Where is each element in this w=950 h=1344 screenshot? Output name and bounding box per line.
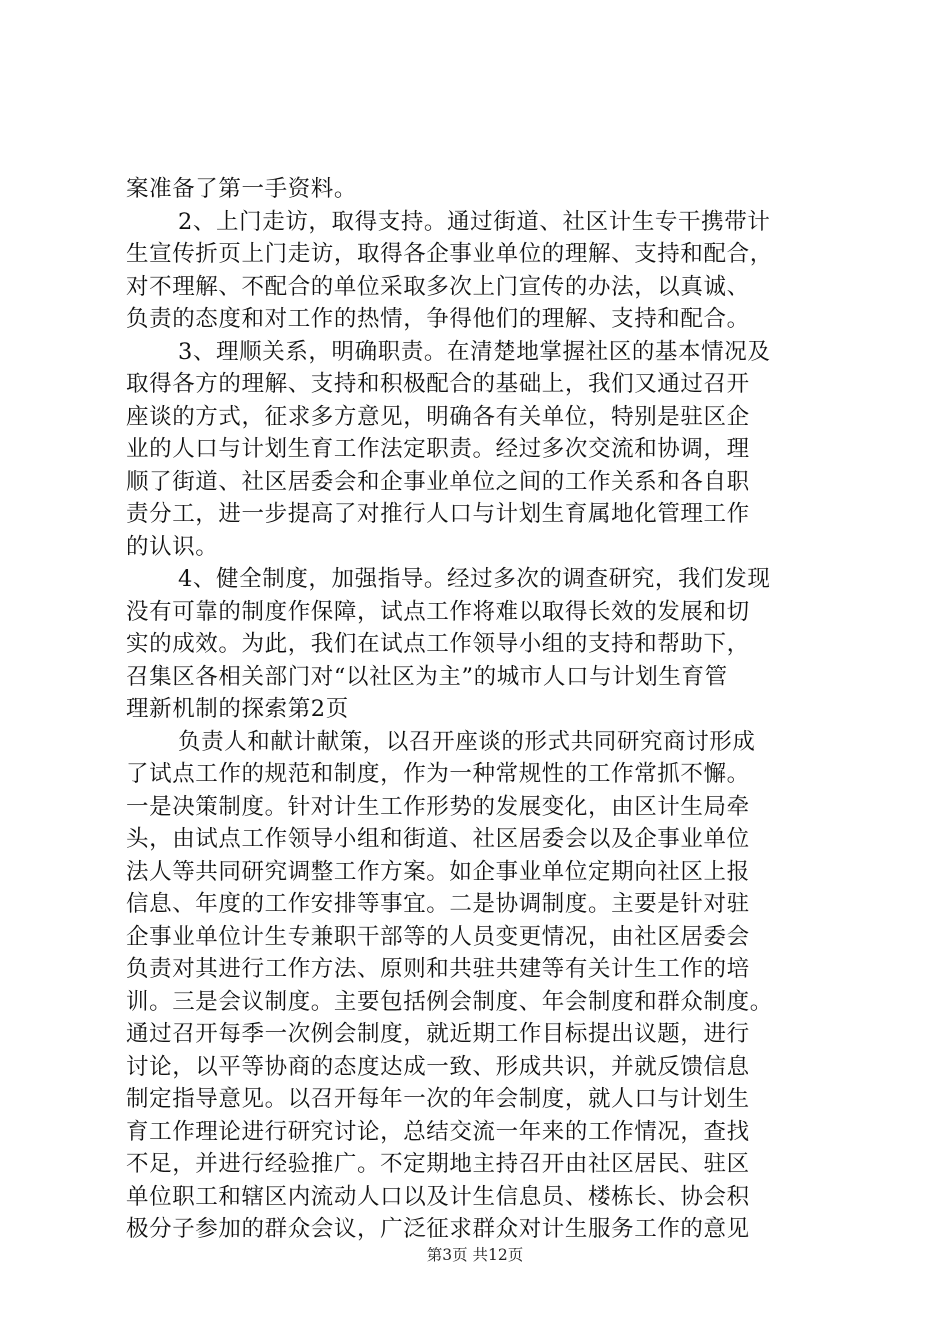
text-line: 实的成效。为此，我们在试点工作领导小组的支持和帮助下， xyxy=(126,631,750,657)
page-footer xyxy=(0,1245,950,1265)
text-line: 取得各方的理解、支持和积极配合的基础上，我们又通过召开 xyxy=(126,371,750,397)
text-line: 了试点工作的规范和制度，作为一种常规性的工作常抓不懈。 xyxy=(126,761,750,787)
text-line: 2、上门走访，取得支持。通过街道、社区计生专干携带计 xyxy=(178,208,771,235)
text-line: 对不理解、不配合的单位采取多次上门宣传的办法，以真诚、 xyxy=(126,273,750,300)
text-line: 单位职工和辖区内流动人口以及计生信息员、楼栋长、协会积 xyxy=(126,1183,750,1210)
text-line: 头，由试点工作领导小组和街道、社区居委会以及企事业单位 xyxy=(126,826,750,852)
text-line: 的认识。 xyxy=(126,533,219,560)
page-number: 第3页 共12页 xyxy=(426,1246,524,1264)
text-line: 制定指导意见。以召开每年一次的年会制度，就人口与计划生 xyxy=(126,1086,750,1112)
text-line: 座谈的方式，征求多方意见，明确各有关单位，特别是驻区企 xyxy=(126,403,750,430)
text-line: 负责对其进行工作方法、原则和共驻共建等有关计生工作的培 xyxy=(126,956,750,982)
text-line: 通过召开每季一次例会制度，就近期工作目标提出议题，进行 xyxy=(126,1021,750,1047)
text-line: 一是决策制度。针对计生工作形势的发展变化，由区计生局牵 xyxy=(126,793,750,820)
document-body xyxy=(126,173,838,1246)
text-line: 理新机制的探索第2页 xyxy=(126,696,349,722)
text-line: 召集区各相关部门对“以社区为主”的城市人口与计划生育管 xyxy=(126,663,728,690)
text-line: 3、理顺关系，明确职责。在清楚地掌握社区的基本情况及 xyxy=(178,338,771,365)
text-line: 责分工，进一步提高了对推行人口与计划生育属地化管理工作 xyxy=(126,501,750,527)
text-line: 法人等共同研究调整工作方案。如企事业单位定期向社区上报 xyxy=(126,858,750,885)
text-line: 4、健全制度，加强指导。经过多次的调查研究，我们发现 xyxy=(178,566,771,592)
text-line: 讨论，以平等协商的态度达成一致、形成共识，并就反馈信息 xyxy=(126,1053,750,1080)
text-line: 没有可靠的制度作保障，试点工作将难以取得长效的发展和切 xyxy=(126,598,750,625)
text-line: 极分子参加的群众会议，广泛征求群众对计生服务工作的意见 xyxy=(126,1216,750,1242)
text-line: 业的人口与计划生育工作法定职责。经过多次交流和协调，理 xyxy=(126,436,750,462)
text-line: 育工作理论进行研究讨论，总结交流一年来的工作情况，查找 xyxy=(126,1118,750,1145)
text-line: 生宣传折页上门走访，取得各企事业单位的理解、支持和配合， xyxy=(126,241,773,267)
text-line: 企事业单位计生专兼职干部等的人员变更情况，由社区居委会 xyxy=(126,923,750,950)
text-line: 不足，并进行经验推广。不定期地主持召开由社区居民、驻区 xyxy=(126,1151,750,1177)
text-line: 训。三是会议制度。主要包括例会制度、年会制度和群众制度。 xyxy=(126,988,773,1015)
text-line: 负责人和献计献策，以召开座谈的形式共同研究商讨形成 xyxy=(178,728,756,755)
text-line: 负责的态度和对工作的热情，争得他们的理解、支持和配合。 xyxy=(126,306,750,332)
text-line: 信息、年度的工作安排等事宜。二是协调制度。主要是针对驻 xyxy=(126,891,750,917)
text-line: 案准备了第一手资料。 xyxy=(126,176,358,202)
text-line: 顺了街道、社区居委会和企事业单位之间的工作关系和各自职 xyxy=(126,468,750,495)
